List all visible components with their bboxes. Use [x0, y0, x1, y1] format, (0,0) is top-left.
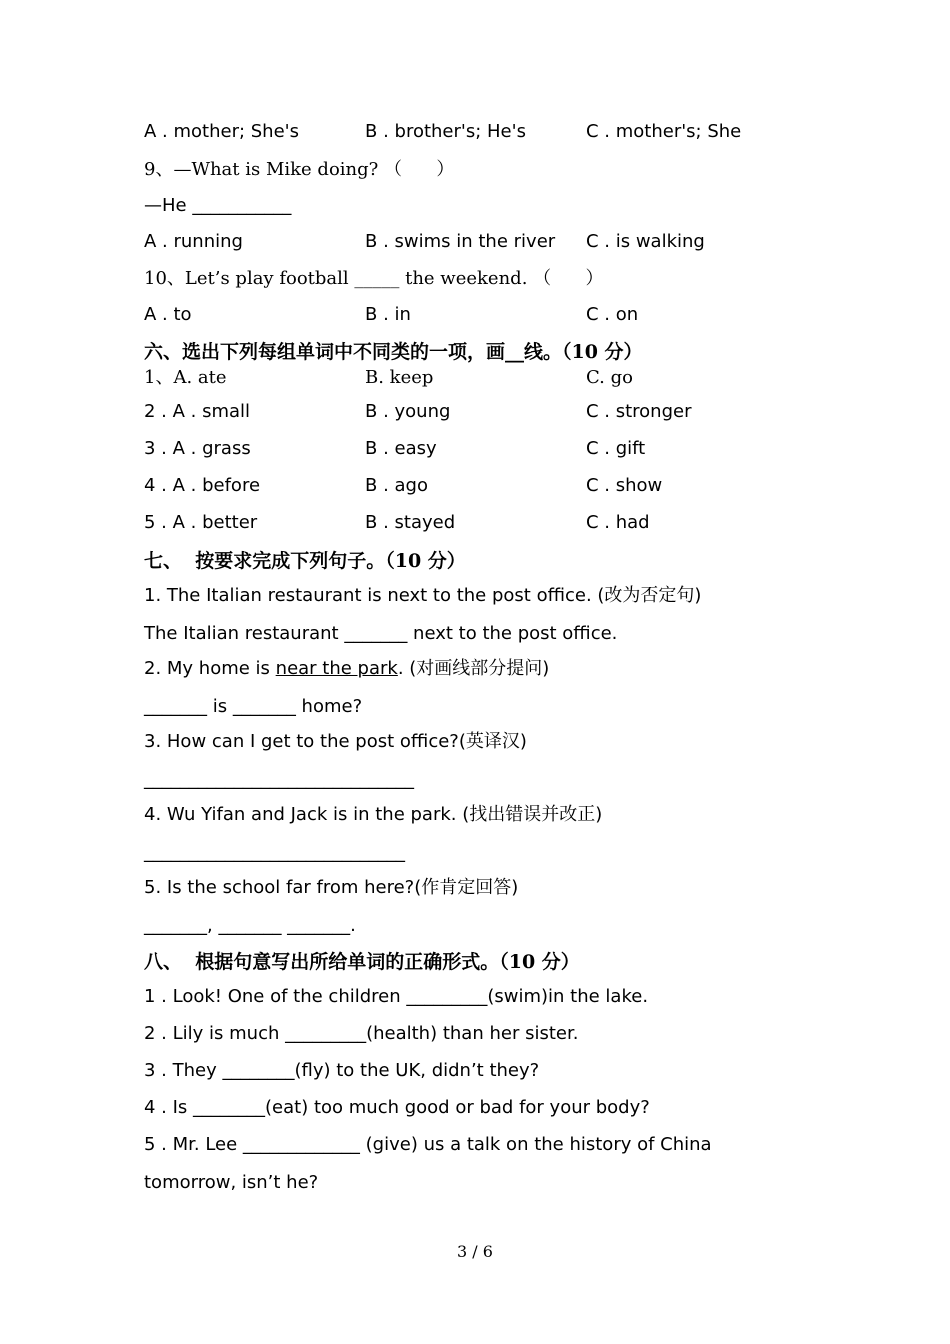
section6-row-4 — [144, 474, 910, 498]
s6-r4-a: 4 . A . before — [144, 475, 261, 496]
s6-r4-c: C . show — [586, 475, 663, 496]
s6-r5-c: C . had — [586, 512, 650, 533]
section6-row-1 — [144, 366, 910, 390]
s6-r2-c: C . stronger — [586, 401, 692, 422]
q8-option-b: B . brother's; He's — [365, 121, 526, 142]
s7-answer-2: _______ is _______ home? — [144, 696, 363, 717]
s7-answer-5: _______, _______ _______. — [144, 915, 356, 936]
page-number: 3 / 6 — [457, 1242, 493, 1261]
s6-r3-c: C . gift — [586, 438, 646, 459]
section6-row-2 — [144, 400, 910, 424]
q8-option-c: C . mother's; She — [586, 121, 742, 142]
section6-row-3 — [144, 437, 910, 461]
s8-sentence-1: 1 . Look! One of the children _________(swim)in the lake. — [144, 986, 649, 1007]
q10-option-a: A . to — [144, 304, 192, 325]
s8-sentence-3: 3 . They ________(fly) to the UK, didn’t they? — [144, 1060, 540, 1081]
q8-options — [144, 120, 910, 144]
s6-r5-b: B . stayed — [365, 512, 456, 533]
section6-row-5 — [144, 511, 910, 535]
s8-sentence-2: 2 . Lily is much _________(health) than her sister. — [144, 1023, 579, 1044]
q10-question: 10、Let’s play football _____ the weekend. （ ） — [144, 268, 604, 289]
q10-option-b: B . in — [365, 304, 411, 325]
s6-r1-c: C. go — [586, 367, 633, 388]
s7-sentence-5: 5. Is the school far from here?(作肯定回答) — [144, 877, 519, 898]
q9-option-b: B . swims in the river — [365, 231, 556, 252]
q9-option-c: C . is walking — [586, 231, 705, 252]
q8-option-a: A . mother; She's — [144, 121, 299, 142]
q10-option-c: C . on — [586, 304, 639, 325]
s7-sentence-3: 3. How can I get to the post office?(英译汉) — [144, 731, 527, 752]
s7-answer-4: _____________________________ — [144, 842, 405, 863]
s6-r1-a: 1、A. ate — [144, 367, 227, 388]
s7-answer-1: The Italian restaurant _______ next to the post office. — [144, 623, 618, 644]
q9-answer-line: —He ___________ — [144, 195, 292, 216]
s7-sentence-4: 4. Wu Yifan and Jack is in the park. (找出错误并改正) — [144, 804, 603, 825]
s6-r2-b: B . young — [365, 401, 451, 422]
s8-sentence-5: 5 . Mr. Lee _____________ (give) us a talk on the history of China — [144, 1134, 712, 1155]
s6-r4-b: B . ago — [365, 475, 428, 496]
q9-options — [144, 230, 910, 254]
s6-r3-a: 3 . A . grass — [144, 438, 251, 459]
s8-sentence-4: 4 . Is ________(eat) too much good or bad for your body? — [144, 1097, 650, 1118]
s8-sentence-5-continued: tomorrow, isn’t he? — [144, 1172, 319, 1193]
s6-r3-b: B . easy — [365, 438, 437, 459]
q9-option-a: A . running — [144, 231, 243, 252]
s7-s2-underlined: near the park — [275, 658, 398, 679]
section6-heading: 六、选出下列每组单词中不同类的一项，画__线。（10 分） — [144, 341, 643, 363]
s6-r5-a: 5 . A . better — [144, 512, 258, 533]
s7-answer-3: ______________________________ — [144, 769, 414, 790]
q10-options — [144, 303, 910, 327]
s7-s2-post: . (对画线部分提问) — [397, 658, 550, 679]
s6-r2-a: 2 . A . small — [144, 401, 251, 422]
s7-s2-pre: 2. My home is — [144, 658, 276, 679]
q9-question: 9、—What is Mike doing? （ ） — [144, 159, 455, 180]
section8-heading: 八、 根据句意写出所给单词的正确形式。（10 分） — [144, 951, 580, 973]
s6-r1-b: B. keep — [365, 367, 434, 388]
s7-sentence-1: 1. The Italian restaurant is next to the post office. (改为否定句) — [144, 585, 702, 606]
section7-heading: 七、 按要求完成下列句子。（10 分） — [144, 550, 466, 572]
s7-sentence-2 — [144, 657, 910, 681]
